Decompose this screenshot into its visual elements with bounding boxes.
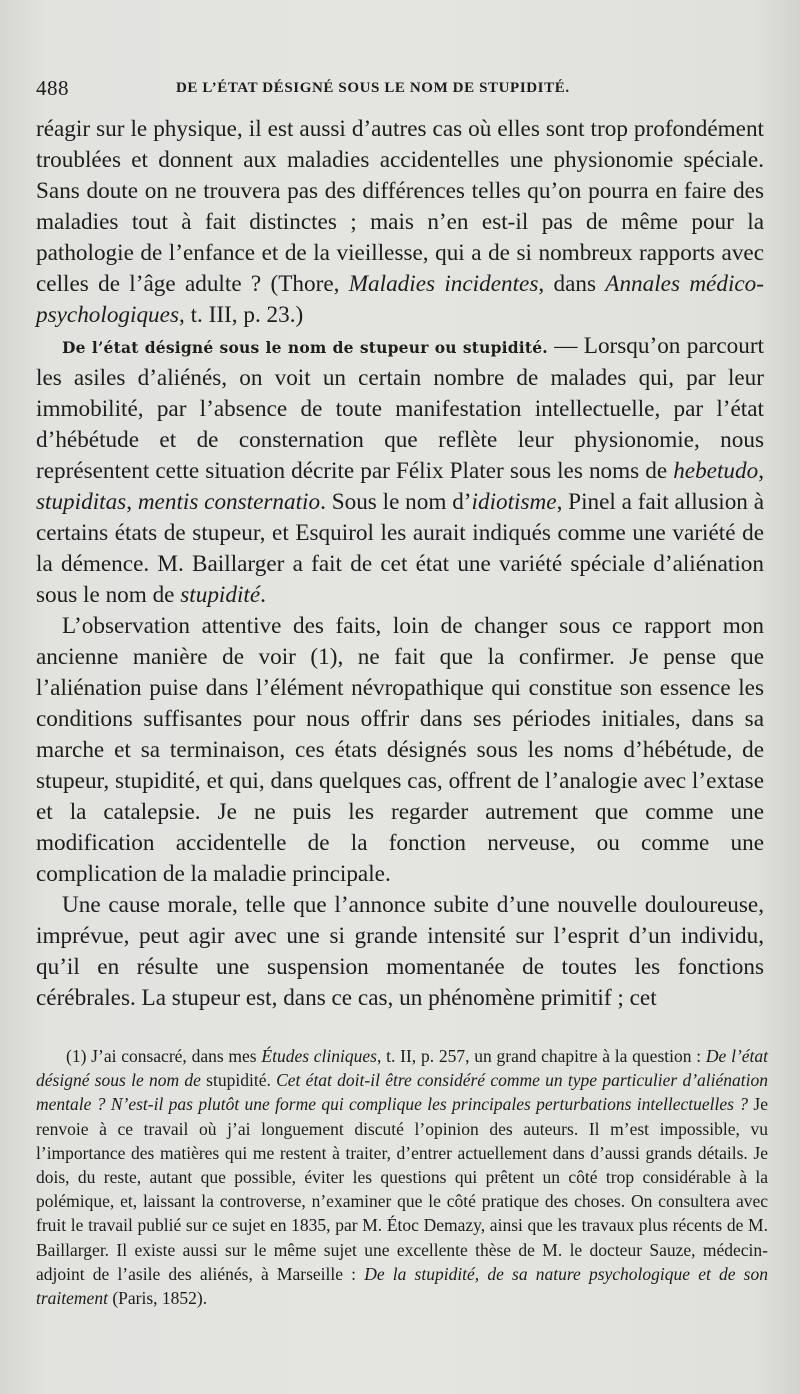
paragraph-3: L’observation attentive des faits, loin de changer sous ce rapport mon ancienne manière de voir (1), ne fait que la confirmer. Je pense que l’aliénation puise dans l’élément névropathique qui constitue son essence les conditions suffisantes pour nous offrir dans ses périodes initiales, dans sa marche et sa terminaison, ces états désignés sous les noms d’hébétude, de stupeur, stupidité, et qui, dans quelques cas, offrent de l’analogie avec l’extase et la catalepsie. Je ne puis les regarder autrement que comme une modification accidentelle de la fonction nerveuse, ou comme une complication de la maladie principale. (36, 613, 764, 887)
paragraph-2: De l’état désigné sous le nom de stupeur ou stupidité. — Lorsqu’on parcourt les asiles d’aliénés, on voit un certain nombre de malades qui, par leur immobilité, par l’absence de toute manifestation intellectuelle, par l’état d’hébétude et de consternation que reflète leur physionomie, nous représentent cette situation décrite par Félix Plater sous les noms de hebetudo, stupiditas, mentis consternatio. Sous le nom d’idiotisme, Pinel a fait allusion à certains états de stupeur, et Esquirol les aurait indiqués comme une variété de la démence. M. Baillarger a fait de cet état une variété spéciale d’aliénation sous le nom de stupidité. (36, 333, 764, 608)
page-header (36, 76, 776, 104)
section-heading: De l’état désigné sous le nom de stupeur ou stupidité. (62, 338, 548, 357)
footnotes (36, 1044, 768, 1310)
body-text (36, 114, 764, 1014)
footnote-1: (1) J’ai consacré, dans mes Études cliniques, t. II, p. 257, un grand chapitre à la question : De l’état désigné sous le nom de stupidité. Cet état doit-il être considéré comme un type particulier d’aliénation mentale ? N’est-il pas plutôt une forme qui complique les principales perturbations intellectuelles ? Je renvoie à ce travail où j’ai longuement discuté l’opinion des auteurs. Il m’est impossible, vu l’importance des matières qui me restent à traiter, d’entrer actuellement dans d’aussi grands détails. Je dois, du reste, autant que possible, éviter les questions qui prêtent un côté trop considérable à la polémique, et, laissant la controverse, n’examiner que le côté pratique des choses. On consultera avec fruit le travail publié sur ce sujet en 1835, par M. Étoc Demazy, ainsi que les travaux plus récents de M. Baillarger. Il existe aussi sur le même sujet une excellente thèse de M. le docteur Sauze, médecin-adjoint de l’asile des aliénés, à Marseille : De la stupidité, de sa nature psychologique et de son traitement (Paris, 1852). (36, 1046, 769, 1309)
paragraph-4: Une cause morale, telle que l’annonce subite d’une nouvelle douloureuse, imprévue, peut agir avec une si grande intensité sur l’esprit d’un individu, qu’il en résulte une suspension momentanée de toutes les fonctions cérébrales. La stupeur est, dans ce cas, un phénomène primitif ; cet (36, 892, 764, 1011)
running-head: DE L’ÉTAT DÉSIGNÉ SOUS LE NOM DE STUPIDITÉ. (176, 80, 570, 96)
paragraph-1: réagir sur le physique, il est aussi d’autres cas où elles sont trop profondément troublées et donnent aux maladies accidentelles une physionomie spéciale. Sans doute on ne trouvera pas des différences telles qu’on pourra en faire des maladies tout à fait distinctes ; mais n’en est-il pas de même pour la pathologie de l’enfance et de la vieillesse, qui a de si nombreux rapports avec celles de l’âge adulte ? (Thore, Maladies incidentes, dans Annales médico-psychologiques, t. III, p. 23.) (36, 116, 764, 328)
page-number: 488 (36, 76, 69, 100)
